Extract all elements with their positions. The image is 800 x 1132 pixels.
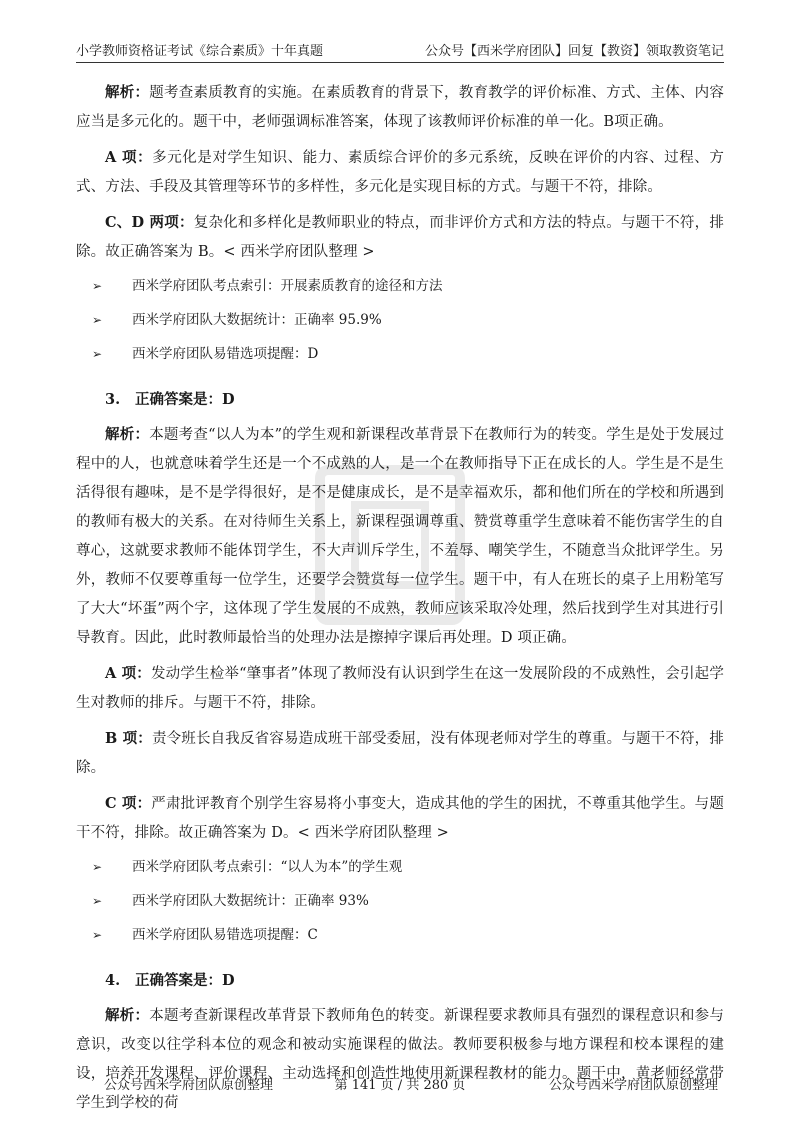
arrow-bullet-icon: ➢ bbox=[92, 860, 103, 874]
list-item bbox=[76, 303, 724, 337]
analysis-text: 本题考查新课程改革背景下教师角色的转变。新课程要求教师具有强烈的课程意识和参与意识，改变以往学科本位的观念和被动实施课程的做法。教师要积极参与地方课程和校本课程的建设，培养开发课程、评价课程、主动选择和创造性地使用新课程教材的能力。题干中，黄老师经常带学生到学校的荷 bbox=[76, 1008, 724, 1111]
analysis-paragraph bbox=[76, 1001, 724, 1118]
option-a-text: 多元化是对学生知识、能力、素质综合评价的多元系统，反映在评价的内容、过程、方式、方法、手段及其管理等环节的多样性，多元化是实现目标的方式。与题干不符，排除。 bbox=[76, 150, 724, 195]
arrow-bullet-icon: ➢ bbox=[92, 279, 103, 293]
bullet-list bbox=[76, 269, 724, 371]
question-answer: 正确答案是：D bbox=[135, 972, 235, 989]
question-3-heading bbox=[76, 385, 724, 414]
arrow-bullet-icon: ➢ bbox=[92, 313, 103, 327]
option-cd-label: C、D 两项： bbox=[105, 214, 194, 231]
option-a-text: 发动学生检举“肇事者”体现了教师没有认识到学生在这一发展阶段的不成熟性，会引起学生对教师的排斥。与题干不符，排除。 bbox=[76, 666, 724, 711]
arrow-bullet-icon: ➢ bbox=[92, 347, 103, 361]
header-right-promo: 公众号【西米学府团队】回复【教资】领取教资笔记 bbox=[424, 44, 724, 59]
footer-right: 公众号西米学府团队原创整理 bbox=[548, 1078, 718, 1093]
footer-left: 公众号西米学府团队原创整理 bbox=[104, 1078, 274, 1093]
option-a-paragraph bbox=[76, 143, 724, 202]
option-c-label: C 项： bbox=[105, 795, 152, 812]
list-item bbox=[76, 884, 724, 918]
page-header bbox=[76, 36, 724, 63]
analysis-text: 本题考查“以人为本”的学生观和新课程改革背景下在教师行为的转变。学生是处于发展过程中的人，也就意味着学生还是一个不成熟的人，是一个在教师指导下正在成长的人。学生是不是生活得很有趣味，是不是学得很好，是不是健康成长，是不是幸福欢乐，都和他们所在的学校和所遇到的教师有极大的关系。在对待师生关系上，新课程强调尊重、赞赏尊重学生意味着不能伤害学生的自尊心，这就要求教师不能体罚学生，不大声训斥学生，不羞辱、嘲笑学生，不随意当众批评学生。另外，教师不仅要尊重每一位学生，还要学会赞赏每一位学生。题干中，有人在班长的桌子上用粉笔写了大大“坏蛋”两个字，这体现了学生发展的不成熟，教师应该采取冷处理，然后找到学生对其进行引导教育。因此，此时教师最恰当的处理办法是擦掉字课后再处理。D 项正确。 bbox=[76, 427, 724, 646]
option-b-label: B 项： bbox=[105, 730, 152, 747]
bullet-text: 西米学府团队易错选项提醒：D bbox=[132, 346, 319, 362]
list-item bbox=[76, 269, 724, 303]
option-c-text: 严肃批评教育个别学生容易将小事变大，造成其他的学生的困扰，不尊重其他学生。与题干不符，排除。故正确答案为 D。< 西米学府团队整理 > bbox=[76, 796, 724, 841]
bullet-text: 西米学府团队大数据统计：正确率 93% bbox=[132, 893, 369, 909]
list-item bbox=[76, 918, 724, 952]
page-number: 第 141 页 / 共 280 页 bbox=[334, 1078, 466, 1093]
question-answer: 正确答案是：D bbox=[135, 391, 235, 408]
analysis-label: 解析： bbox=[105, 1007, 150, 1024]
bullet-text: 西米学府团队考点索引：开展素质教育的途径和方法 bbox=[132, 278, 443, 294]
question-number: 4. bbox=[105, 972, 121, 989]
option-a-label: A 项： bbox=[105, 149, 153, 166]
list-item bbox=[76, 337, 724, 371]
option-a-paragraph bbox=[76, 659, 724, 718]
question-4-heading bbox=[76, 966, 724, 995]
option-a-label: A 项： bbox=[105, 665, 151, 682]
option-b-paragraph bbox=[76, 724, 724, 783]
bullet-text: 西米学府团队考点索引：“以人为本”的学生观 bbox=[132, 859, 403, 875]
analysis-text: 题考查素质教育的实施。在素质教育的背景下，教育教学的评价标准、方式、主体、内容应当是多元化的。题干中，老师强调标准答案，体现了该教师评价标准的单一化。B项正确。 bbox=[76, 85, 724, 130]
analysis-label: 解析： bbox=[105, 426, 150, 443]
option-b-text: 责令班长自我反省容易造成班干部受委屈，没有体现老师对学生的尊重。与题干不符，排除。 bbox=[76, 731, 724, 776]
arrow-bullet-icon: ➢ bbox=[92, 928, 103, 942]
page-content bbox=[76, 78, 724, 1118]
header-left-title: 小学教师资格证考试《综合素质》十年真题 bbox=[76, 44, 324, 59]
analysis-paragraph bbox=[76, 78, 724, 137]
question-number: 3. bbox=[105, 391, 121, 408]
bullet-list bbox=[76, 850, 724, 952]
list-item bbox=[76, 850, 724, 884]
bullet-text: 西米学府团队大数据统计：正确率 95.9% bbox=[132, 312, 382, 328]
bullet-text: 西米学府团队易错选项提醒：C bbox=[132, 927, 318, 943]
arrow-bullet-icon: ➢ bbox=[92, 894, 103, 908]
option-cd-text: 复杂化和多样化是教师职业的特点，而非评价方式和方法的特点。与题干不符，排除。故正确答案为 B。< 西米学府团队整理 > bbox=[76, 215, 724, 260]
analysis-paragraph bbox=[76, 420, 724, 653]
option-c-paragraph bbox=[76, 789, 724, 848]
analysis-label: 解析： bbox=[105, 84, 150, 101]
option-cd-paragraph bbox=[76, 208, 724, 267]
page-footer bbox=[76, 1074, 724, 1098]
